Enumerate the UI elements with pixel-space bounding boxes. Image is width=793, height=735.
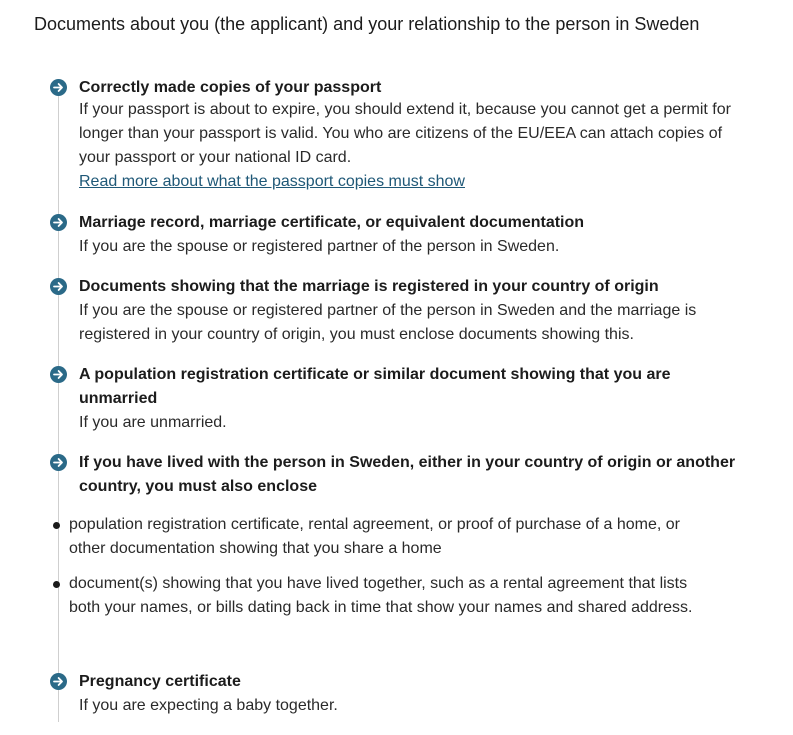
item-text: If you are expecting a baby together.	[79, 697, 338, 714]
lived-together-bullet-list	[69, 513, 709, 620]
timeline-line	[58, 95, 59, 722]
item-title: A population registration certificate or similar document showing that you are unmarried	[79, 366, 671, 407]
bullet-text: document(s) showing that you have lived together, such as a rental agreement that lists both your names, or bills dating back in time that show your names and shared address.	[69, 575, 693, 616]
passport-copies-link[interactable]: Read more about what the passport copies must show	[79, 173, 465, 190]
section-heading: Documents about you (the applicant) and your relationship to the person in Sweden	[34, 14, 700, 34]
item-text: If you are the spouse or registered partner of the person in Sweden and the marriage is registered in your country of origin, you must enclose documents showing this.	[79, 302, 697, 343]
bullet-dot	[53, 522, 60, 529]
bullet-text: population registration certificate, rental agreement, or proof of purchase of a home, or other documentation showing that you share a home	[69, 516, 681, 557]
item-title: Marriage record, marriage certificate, or equivalent documentation	[79, 214, 585, 231]
item-title: If you have lived with the person in Sweden, either in your country of origin or another country, you must also enclose	[79, 454, 736, 495]
item-text: If you are the spouse or registered partner of the person in Sweden.	[79, 238, 560, 255]
arrow-right-circle-icon	[50, 673, 67, 690]
list-item	[69, 513, 709, 561]
item-text: If your passport is about to expire, you should extend it, because you cannot get a permit for longer than your passport is valid. You who are citizens of the EU/EEA can attach copies of your passport or your national ID card.	[79, 101, 731, 166]
bullet-dot	[53, 581, 60, 588]
arrow-right-circle-icon	[50, 278, 67, 295]
item-title: Correctly made copies of your passport	[79, 79, 382, 96]
arrow-right-circle-icon	[50, 214, 67, 231]
arrow-right-circle-icon	[50, 79, 67, 96]
arrow-right-circle-icon	[50, 454, 67, 471]
item-text: If you are unmarried.	[79, 414, 227, 431]
item-title: Documents showing that the marriage is registered in your country of origin	[79, 278, 659, 295]
item-title: Pregnancy certificate	[79, 673, 241, 690]
arrow-right-circle-icon	[50, 366, 67, 383]
list-item	[69, 572, 709, 620]
